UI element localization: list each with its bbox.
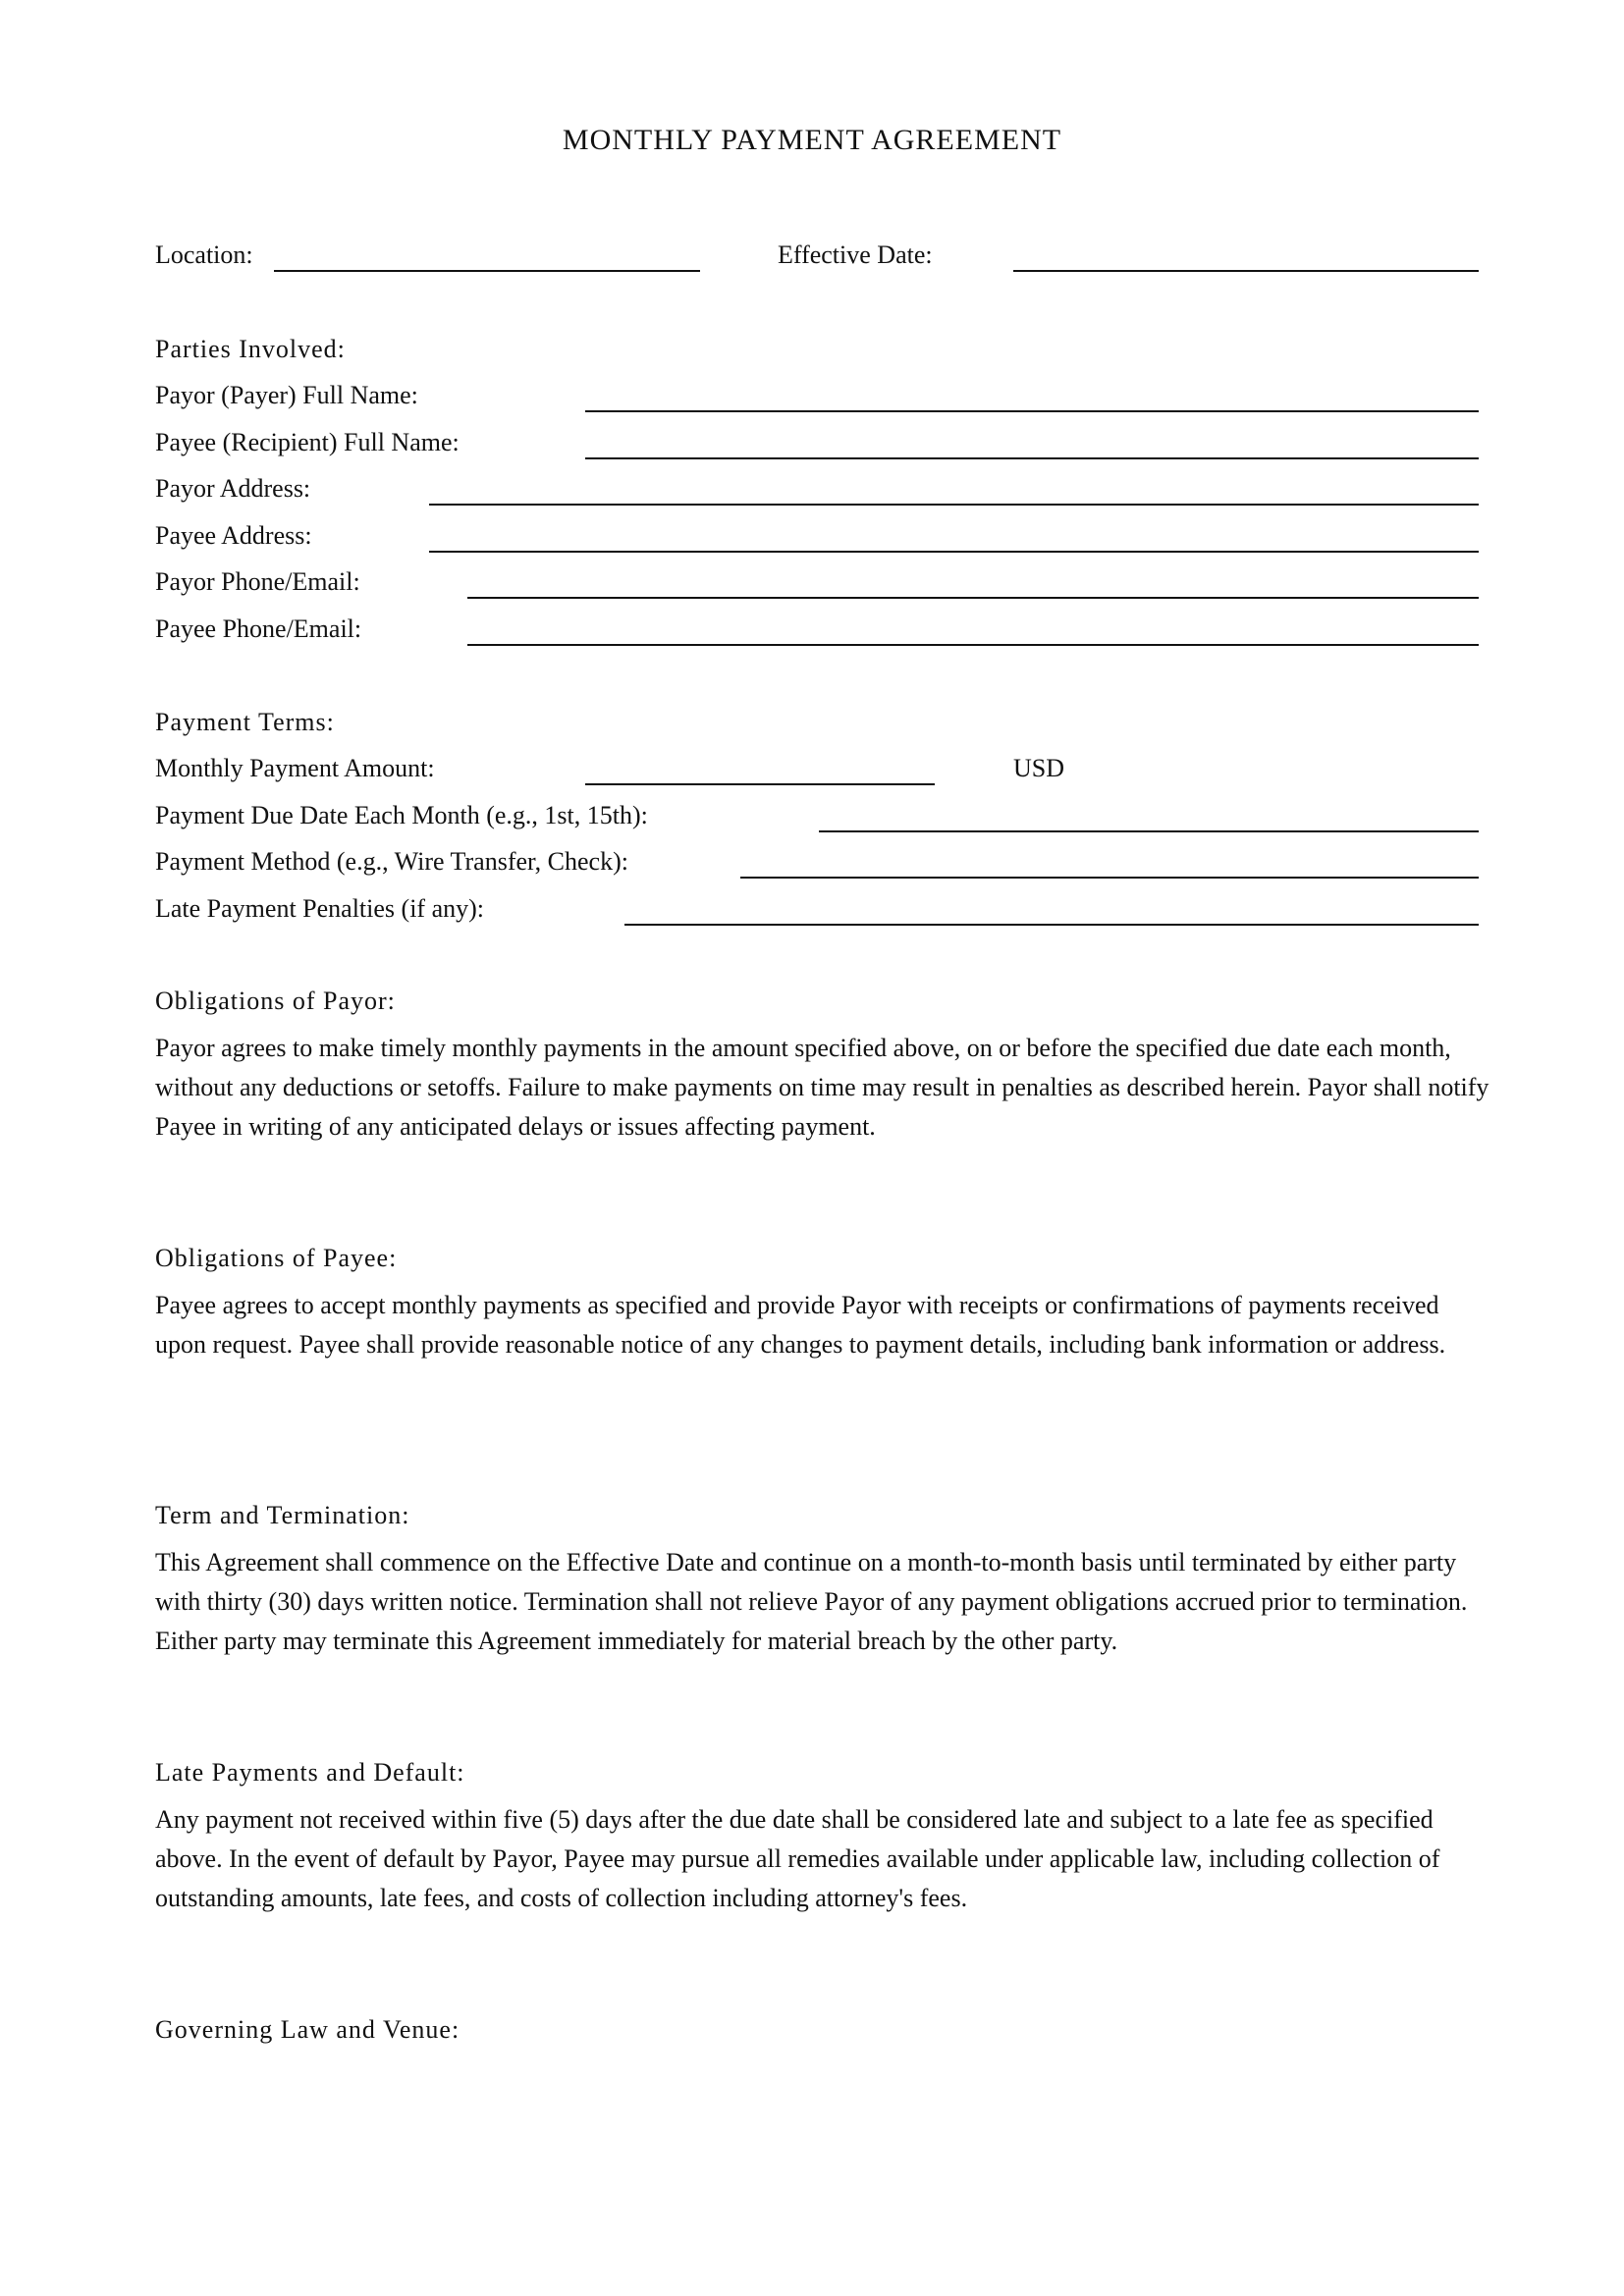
payor-name-label: Payor (Payer) Full Name:: [155, 381, 418, 409]
payment-amount-label: Monthly Payment Amount:: [155, 754, 435, 782]
effective-date-label: Effective Date:: [778, 240, 933, 269]
payee-obligations-heading: Obligations of Payee:: [155, 1244, 398, 1272]
effective-date-field[interactable]: [1013, 270, 1479, 272]
payee-contact-label: Payee Phone/Email:: [155, 614, 362, 643]
location-label: Location:: [155, 240, 253, 269]
payment-terms-heading: Payment Terms:: [155, 708, 335, 736]
payor-name-field[interactable]: [585, 410, 1479, 412]
payor-contact-field[interactable]: [467, 597, 1479, 599]
payee-name-field[interactable]: [585, 457, 1479, 459]
parties-heading: Parties Involved:: [155, 335, 346, 363]
payor-obligations-heading: Obligations of Payor:: [155, 987, 396, 1015]
payee-address-field[interactable]: [429, 551, 1479, 553]
late-penalties-label: Late Payment Penalties (if any):: [155, 894, 485, 923]
governing-law-heading: Governing Law and Venue:: [155, 2015, 460, 2044]
payee-address-label: Payee Address:: [155, 521, 312, 550]
payment-method-field[interactable]: [740, 877, 1479, 879]
payee-name-label: Payee (Recipient) Full Name:: [155, 428, 460, 456]
payor-obligations-text: Payor agrees to make timely monthly payments in the amount specified above, on or before the specified due date each month, without any deductions or setoffs. Failure to make payments on time may result in penalties as described herein. Payor shall notify Payee in writing of any anticipated delays or issues affecting payment.: [155, 1034, 1489, 1141]
term-termination-heading: Term and Termination:: [155, 1501, 410, 1529]
payee-contact-field[interactable]: [467, 644, 1479, 646]
due-date-label: Payment Due Date Each Month (e.g., 1st, 15th):: [155, 801, 648, 829]
due-date-field[interactable]: [819, 830, 1479, 832]
payor-address-field[interactable]: [429, 504, 1479, 506]
late-payments-text: Any payment not received within five (5) days after the due date shall be considered late and subject to a late fee as specified above. In the event of default by Payor, Payee may pursue all remedies available under applicable law, including collection of outstanding amounts, late fees, and costs of collection including attorney's fees.: [155, 1805, 1440, 1912]
payor-address-label: Payor Address:: [155, 474, 311, 503]
document-title: MONTHLY PAYMENT AGREEMENT: [562, 124, 1062, 156]
location-field[interactable]: [274, 270, 700, 272]
term-termination-text: This Agreement shall commence on the Effective Date and continue on a month-to-month basis until terminated by either party with thirty (30) days written notice. Termination shall not relieve Payor of any payment obligations accrued prior to termination. Either party may terminate this Agreement immediately for material breach by the other party.: [155, 1548, 1468, 1655]
payor-contact-label: Payor Phone/Email:: [155, 567, 360, 596]
late-payments-heading: Late Payments and Default:: [155, 1758, 465, 1787]
late-penalties-field[interactable]: [624, 924, 1479, 926]
payment-method-label: Payment Method (e.g., Wire Transfer, Check):: [155, 847, 628, 876]
payment-amount-field[interactable]: [585, 783, 935, 785]
payee-obligations-text: Payee agrees to accept monthly payments as specified and provide Payor with receipts or confirmations of payments received upon request. Payee shall provide reasonable notice of any changes to payment details, including bank information or address.: [155, 1291, 1446, 1359]
currency-label: USD: [1013, 754, 1065, 782]
